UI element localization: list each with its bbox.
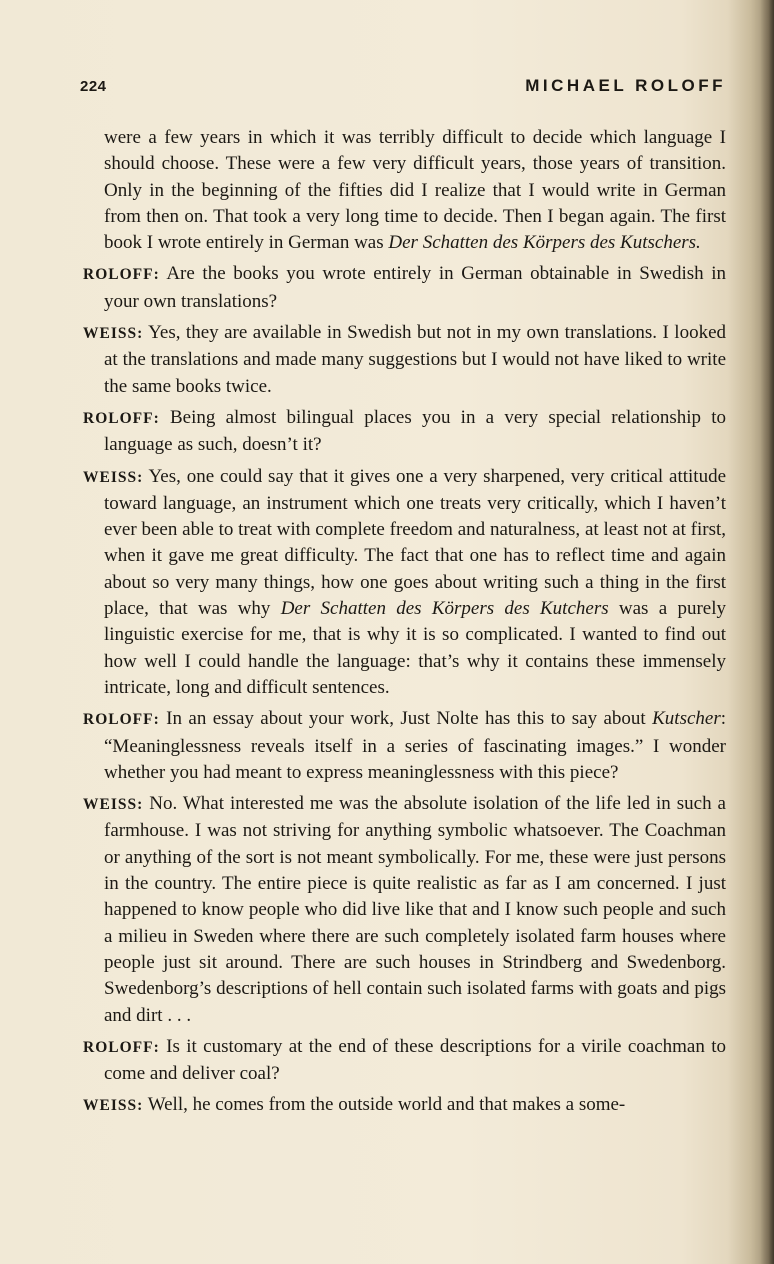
- book-spine-shadow: [760, 0, 774, 1264]
- speaker-label: WEISS:: [83, 796, 144, 814]
- dialogue-paragraph: [83, 791, 726, 1029]
- dialogue-paragraph: [83, 1092, 726, 1119]
- dialogue-paragraph: [83, 464, 726, 702]
- speaker-label: WEISS:: [83, 1097, 144, 1115]
- speaker-label: ROLOFF:: [83, 409, 160, 427]
- running-head: MICHAEL ROLOFF: [525, 76, 726, 95]
- dialogue-paragraph: [83, 261, 726, 315]
- speaker-label: ROLOFF:: [83, 1038, 160, 1056]
- paragraph-text: Being almost bilingual places you in a very special relationship to language as such, doesn’t it?: [104, 406, 727, 456]
- speaker-label: ROLOFF:: [83, 711, 160, 729]
- page-header: [80, 74, 726, 104]
- paragraph-text: No. What interested me was the absolute isolation of the life led in such a farmhouse. I was not striving for anything symbolic whatsoever. The Coachman or anything of the sort is not meant symbolically. For me, these were just persons in the country. The entire piece is quite realistic as far as I am concerned. I just happened to know people who did live like that and I know such people and such a milieu in Sweden where there are such completely isolated farm houses where people just sit around. There are such houses in Strindberg and Swedenborg. Swedenborg’s descriptions of hell contain such isolated farms with goats and pigs and dirt . . .: [104, 793, 726, 1026]
- paragraph-text: Yes, one could say that it gives one a very sharpened, very critical attitude toward language, an instrument which one treats very critically, which I haven’t ever been able to treat with complete freedom and naturalness, at least not at first, when it gave me great difficulty. The fact that one has to reflect time and again about so very many things, how one goes about writing such a thing in the first place, that was why: [104, 465, 726, 620]
- dialogue-paragraph: [83, 405, 726, 459]
- italic-title: Kutscher: [652, 708, 721, 730]
- paragraph-text: : “Meaninglessness reveals itself in a series of fascinating images.” I wonder whether you had meant to express meaninglessness with this piece?: [104, 708, 727, 783]
- paragraph-text: In an essay about your work, Just Nolte has this to say about: [166, 708, 653, 730]
- dialogue-paragraph: [83, 1034, 726, 1088]
- italic-title: Der Schatten des Körpers des Kutschers.: [388, 232, 701, 254]
- page-number: 224: [80, 78, 107, 95]
- paragraph-text: Well, he comes from the outside world and that makes a some-: [147, 1094, 626, 1116]
- paragraph-text: Yes, they are available in Swedish but not in my own translations. I looked at the translations and made many suggestions but I would not have liked to write the same books twice.: [104, 322, 727, 397]
- paragraph-text: were a few years in which it was terribly difficult to decide which language I should choose. These were a few very difficult years, those years of transition. Only in the beginning of the fifties did I realize that I would write in German from then on. That took a very long time to decide. Then I began again. The first book I wrote entirely in German was: [104, 127, 726, 254]
- dialogue-paragraph: [83, 706, 726, 786]
- paragraph-text: Are the books you wrote entirely in German obtainable in Swedish in your own translations?: [104, 263, 727, 312]
- speaker-label: WEISS:: [83, 325, 144, 343]
- paragraph-text: was a purely linguistic exercise for me, that is why it is so complicated. I wanted to find out how well I could handle the language: that’s why it contains these immensely intricate, long and difficult sentences.: [104, 598, 726, 698]
- interview-text: [83, 125, 726, 1125]
- italic-title: Der Schatten des Körpers des Kutchers: [280, 598, 609, 620]
- paragraph-text: Is it customary at the end of these descriptions for a virile coachman to come and deliver coal?: [104, 1035, 726, 1085]
- speaker-label: WEISS:: [83, 468, 144, 486]
- speaker-label: ROLOFF:: [83, 266, 160, 284]
- continuation-paragraph: [83, 125, 726, 256]
- dialogue-paragraph: [83, 320, 726, 400]
